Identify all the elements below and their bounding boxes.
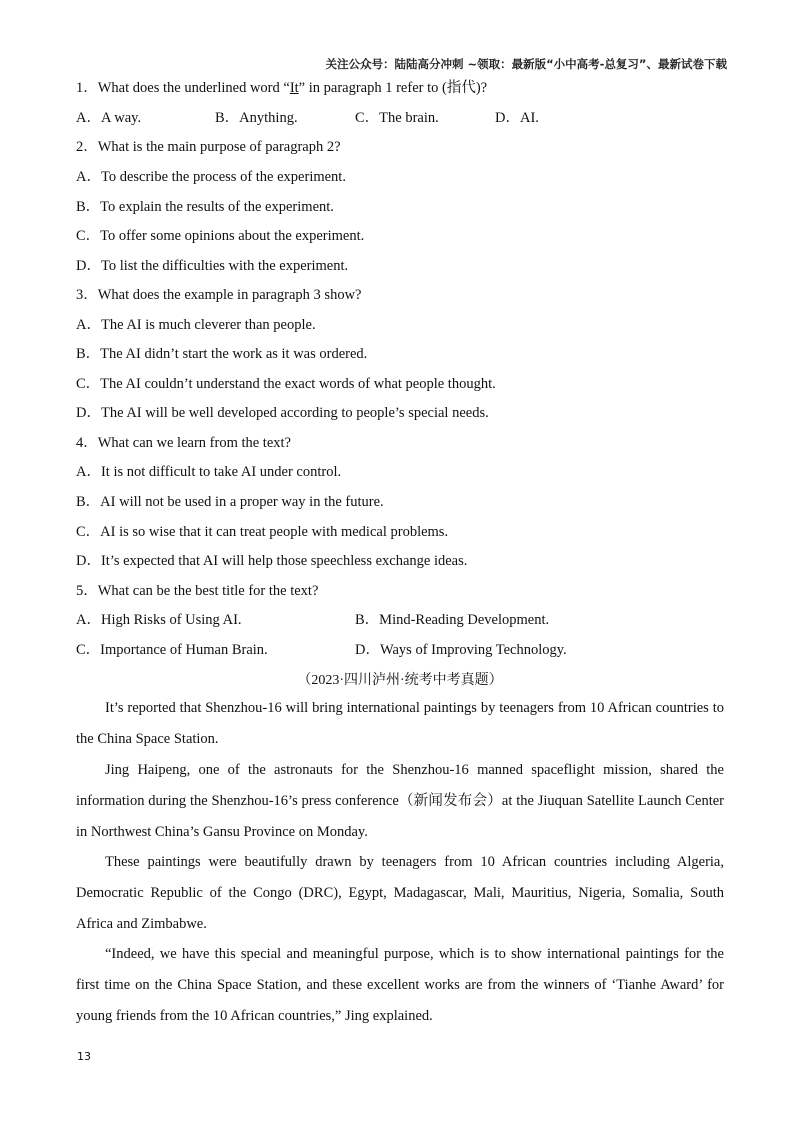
q2-option-d: D．To list the difficulties with the experiment. [76,258,349,274]
question-1-stem-pre: 1．What does the underlined word “ [76,80,290,96]
q3-option-a: A．The AI is much cleverer than people. [76,317,316,333]
underlined-word: It [289,80,299,96]
question-2-stem: 2．What is the main purpose of paragraph 2? [76,139,341,155]
q4-option-a: A．It is not difficult to take AI under control. [76,464,342,480]
q3-option-c: C．The AI couldn’t understand the exact words of what people thought. [76,376,496,392]
question-1-stem [76,79,487,97]
q1-option-d: D．AI. [495,110,539,126]
q4-option-b: B．AI will not be used in a proper way in the future. [76,494,384,510]
question-4-stem: 4．What can we learn from the text? [76,435,291,451]
q5-option-a: A．High Risks of Using AI. [76,612,242,628]
page-number: 13 [77,1050,91,1063]
passage-paragraph: “Indeed, we have this special and meaningful purpose, which is to show international paintings for the first time on the China Space Station, and these excellent works are from the winners of ‘Tianhe Award’ for young friends from the 10 African countries,” Jing explained. [76,946,724,1024]
q3-option-d: D．The AI will be well developed according to people’s special needs. [76,405,489,421]
passage-paragraph: Jing Haipeng, one of the astronauts for the Shenzhou-16 manned spaceflight mission, shared the information during the Shenzhou-16’s press conference（新闻发布会）at the Jiuquan Satellite Launch Center in Northwest China’s Gansu Province on Monday. [76,762,724,840]
q2-option-b: B．To explain the results of the experiment. [76,199,334,215]
q5-option-d: D．Ways of Improving Technology. [355,642,567,658]
q5-option-c: C．Importance of Human Brain. [76,642,268,658]
question-3-stem: 3．What does the example in paragraph 3 show? [76,287,362,303]
q1-option-a: A．A way. [76,110,142,126]
q2-option-a: A．To describe the process of the experiment. [76,169,346,185]
q4-option-c: C．AI is so wise that it can treat people with medical problems. [76,524,449,540]
passage-source: （2023·四川泸州·统考中考真题） [297,673,503,688]
passage-paragraph: It’s reported that Shenzhou-16 will bring international paintings by teenagers from 10 African countries to the China Space Station. [76,700,724,747]
question-5-stem: 5．What can be the best title for the text? [76,583,319,599]
question-1-stem-post: ” in paragraph 1 refer to (指代)? [298,80,488,96]
q2-option-c: C．To offer some opinions about the experiment. [76,228,365,244]
page-header: 关注公众号：陆陆高分冲刺 ~领取：最新版“小中高考-总复习”、最新试卷下载 [325,57,727,71]
q1-option-b: B．Anything. [215,110,298,126]
passage-paragraph: These paintings were beautifully drawn by teenagers from 10 African countries including Algeria, Democratic Republic of the Congo (DRC), Egypt, Madagascar, Mali, Mauritius, Nigeria, Somalia, South Africa and Zimbabwe. [76,854,724,932]
q5-option-b: B．Mind-Reading Development. [355,612,550,628]
q3-option-b: B．The AI didn’t start the work as it was ordered. [76,346,368,362]
q1-option-c: C．The brain. [355,110,439,126]
q4-option-d: D．It’s expected that AI will help those speechless exchange ideas. [76,553,468,569]
